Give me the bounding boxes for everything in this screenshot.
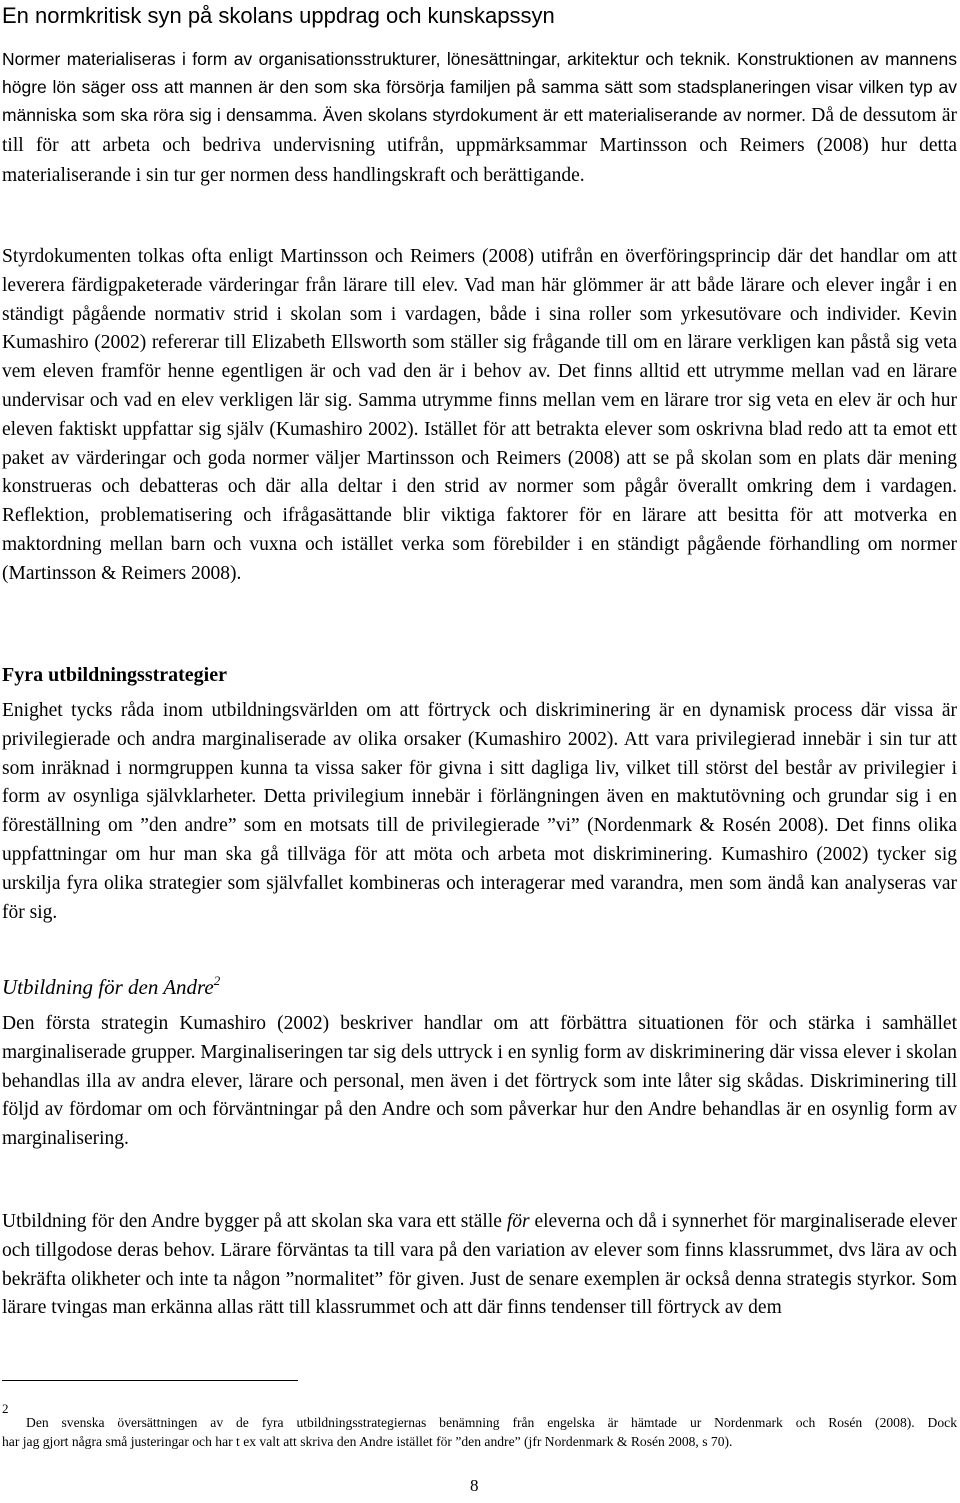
paragraph-styrdokument: Styrdokumenten tolkas ofta enligt Martinsson och Reimers (2008) utifrån en överföringsprincip där det handlar om att leverera färdigpaketerade värderingar från lärare till elev. Vad man här glömmer är att både lärare och elever ingår i en ständigt pågående normativ strid i skolan som i vardagen, både i sina roller som yrkesutövare och individer. Kevin Kumashiro (2002) refererar till Elizabeth Ellsworth som ställer sig frågande till om en lärare verkligen kan påstå sig veta vem eleven framför henne egentligen är och vad den är i behov av. Det finns alltid ett utrymme mellan vad en lärare undervisar och vad en elev verkligen lär sig. Samma utrymme finns mellan vem en lärare tror sig veta en elev är och hur eleven faktiskt uppfattar sig själv (Kumashiro 2002). Istället för att betrakta elever som oskrivna blad redo att ta emot ett paket av värderingar och goda normer väljer Martinsson och Reimers (2008) att se på skolan som en plats där mening konstrueras och debatteras och där alla deltar i den strid av normer som pågår överallt omkring dem i vardagen. Reflektion, problematisering och ifrågasättande blir viktiga faktorer för en lärare att besitta för att motverka en maktordning mellan barn och vuxna och istället verka som förebilder i en ständigt pågående förhandling om normer (Martinsson & Reimers 2008).: [2, 246, 957, 584]
footnote-marker: 2: [2, 1401, 9, 1416]
footnote-divider: [2, 1380, 298, 1381]
paragraph-utbildning-for-end: eleverna och då i synnerhet för marginaliserade elever och tillgodose deras behov. Lärare förväntas ta till vara på den variation av elever som finns klassrummet, dvs lära av och bekräfta olikheter och inte ta någon ”normalitet” för given. Just de senare exemplen är också denna strategis styrkor. Som lärare tvingas man erkänna allas rätt till klassrummet och att där finns tendenser till förtryck av dem: [2, 1211, 957, 1319]
footnote-line-2: har jag gjort några små justeringar och har t ex valt att skriva den Andre istället för ”den andre” (jfr Nordenmark & Rosén 2008, s 70).: [2, 1433, 733, 1449]
paragraph-forsta-strategin: Den första strategin Kumashiro (2002) beskriver handlar om att förbättra situationen för och stärka i samhället marginaliserade grupper. Marginaliseringen tar sig dels uttryck i en synlig form av diskriminering där vissa elever i skolan behandlas illa av andra elever, lärare och personal, men även i det förtryck som inte låter sig skådas. Diskriminering till följd av fördomar om och förväntningar på den Andre och som påverkar hur den Andre behandlas är en osynlig form av marginalisering.: [2, 1013, 957, 1150]
paragraph-strategier: Enighet tycks råda inom utbildningsvärlden om att förtryck och diskriminering är en dynamisk process där vissa är privilegierade och andra marginaliserade av olika orsaker (Kumashiro 2002). Att vara privilegierad innebär i sin tur att som inräknad i normgruppen kunna ta vissa saker för givna i sitt dagliga liv, vilket till störst del består av privilegier i form av osynliga självklarheter. Detta privilegium innebär i förlängningen även en maktutövning och grundar sig i en föreställning om ”den andre” som en motsats till de privilegierade ”vi” (Nordenmark & Rosén 2008). Det finns olika uppfattningar om hur man ska gå tillväga för att möta och arbeta mot diskriminering. Kumashiro (2002) tycker sig urskilja fyra olika strategier som självfallet kombineras och interagerar med varandra, men som ändå kan analyseras var för sig.: [2, 700, 957, 923]
subheading: [2, 971, 220, 1003]
emphasis-for: för: [506, 1211, 530, 1232]
section-heading: Fyra utbildningsstrategier: [2, 664, 227, 686]
paragraph-utbildning-for-start: Utbildning för den Andre bygger på att skolan ska vara ett ställe: [2, 1211, 507, 1232]
footnote: [2, 1414, 957, 1451]
footnote-reference[interactable]: 2: [213, 973, 221, 988]
paragraph-normer: [2, 45, 957, 190]
paragraph-normer-continuation: Då de dessutom är till för att arbeta och bedriva undervisning utifrån, uppmärksammar Martinsson och Reimers (2008) hur detta materialiserande i sin tur ger normen dess handlingskraft och berättigande.: [2, 105, 957, 186]
paragraph-utbildning-for: [2, 1208, 957, 1323]
subheading-text: Utbildning för den Andre: [2, 975, 214, 999]
page-heading: En normkritisk syn på skolans uppdrag och kunskapssyn: [2, 3, 555, 28]
paragraph-normer-text: Normer materialiseras i form av organisationsstrukturer, lönesättningar, arkitektur och teknik. Konstruktionen av mannens högre lön säger oss att mannen är den som ska försörja familjen på samma sätt som stadsplaneringen visar vilken typ av människa som ska röra sig i densamma. Även skolans styrdokument är ett materialiserande av normer.: [2, 49, 957, 125]
page-number: 8: [470, 1476, 479, 1495]
footnote-line-1: Den svenska översättningen av de fyra utbildningsstrategiernas benämning från engelska är hämtade ur Nordenmark och Rosén (2008). Dock: [26, 1415, 957, 1430]
